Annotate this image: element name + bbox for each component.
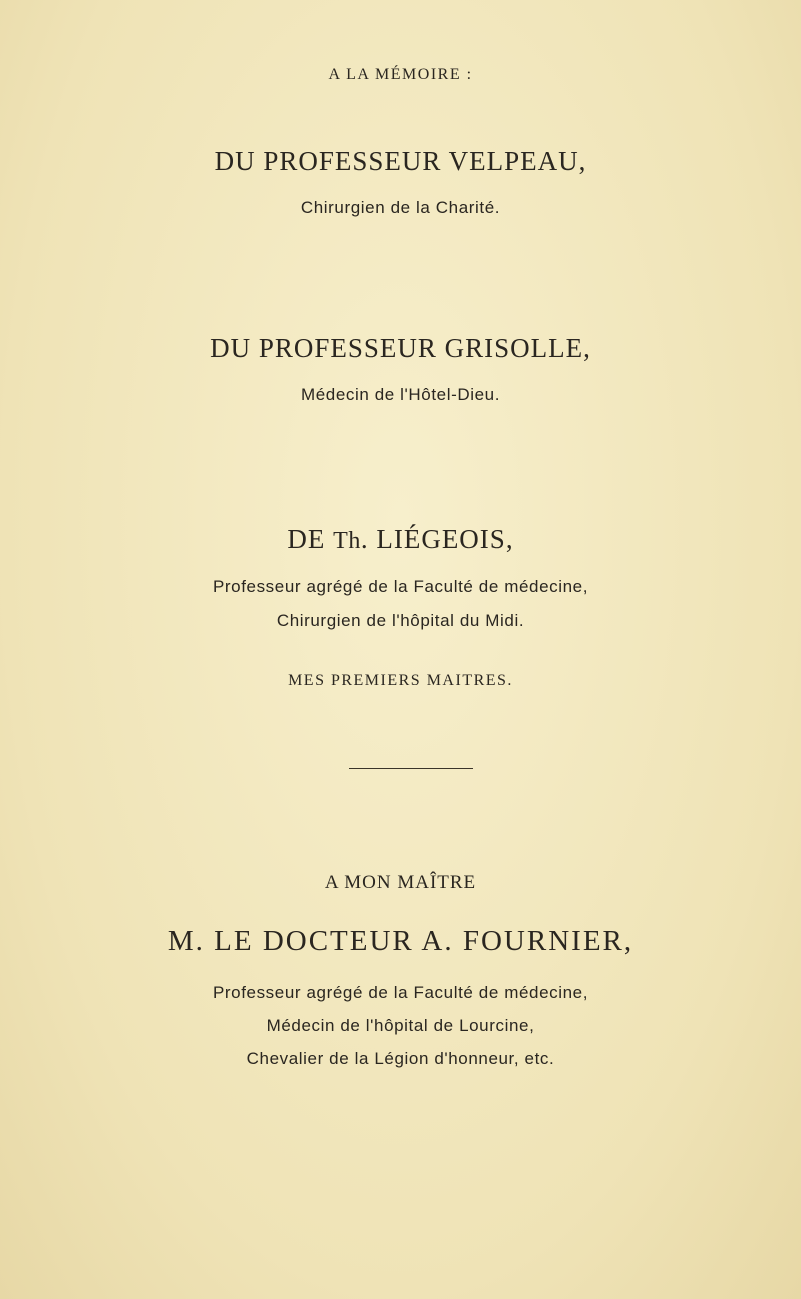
liegeois-role-2: Chirurgien de l'hôpital du Midi. <box>276 611 525 630</box>
liegeois-name-initial: Th <box>333 528 361 554</box>
fournier-role-3: Chevalier de la Légion d'honneur, etc. <box>246 1049 555 1068</box>
grisolle-name: DU PROFESSEUR GRISOLLE, <box>210 333 591 363</box>
fournier-name: M. LE DOCTEUR A. FOURNIER, <box>167 925 634 957</box>
liegeois-name <box>0 524 801 555</box>
liegeois-role-1: Professeur agrégé de la Faculté de médecine, <box>212 577 589 596</box>
liegeois-name-rest: . LIÉGEOIS, <box>360 524 514 554</box>
fournier-role-1: Professeur agrégé de la Faculté de médecine, <box>212 983 589 1002</box>
fournier-role-2: Médecin de l'hôpital de Lourcine, <box>266 1016 535 1035</box>
master-heading: A MON MAÎTRE <box>324 872 477 893</box>
velpeau-name: DU PROFESSEUR VELPEAU, <box>214 146 587 176</box>
section-divider <box>349 768 473 769</box>
memory-heading: A LA MÉMOIRE : <box>328 66 473 83</box>
first-masters-closing: MES PREMIERS MAITRES. <box>288 672 513 689</box>
grisolle-role: Médecin de l'Hôtel-Dieu. <box>300 385 501 404</box>
liegeois-name-prefix: DE <box>287 524 326 554</box>
velpeau-role: Chirurgien de la Charité. <box>300 198 501 217</box>
